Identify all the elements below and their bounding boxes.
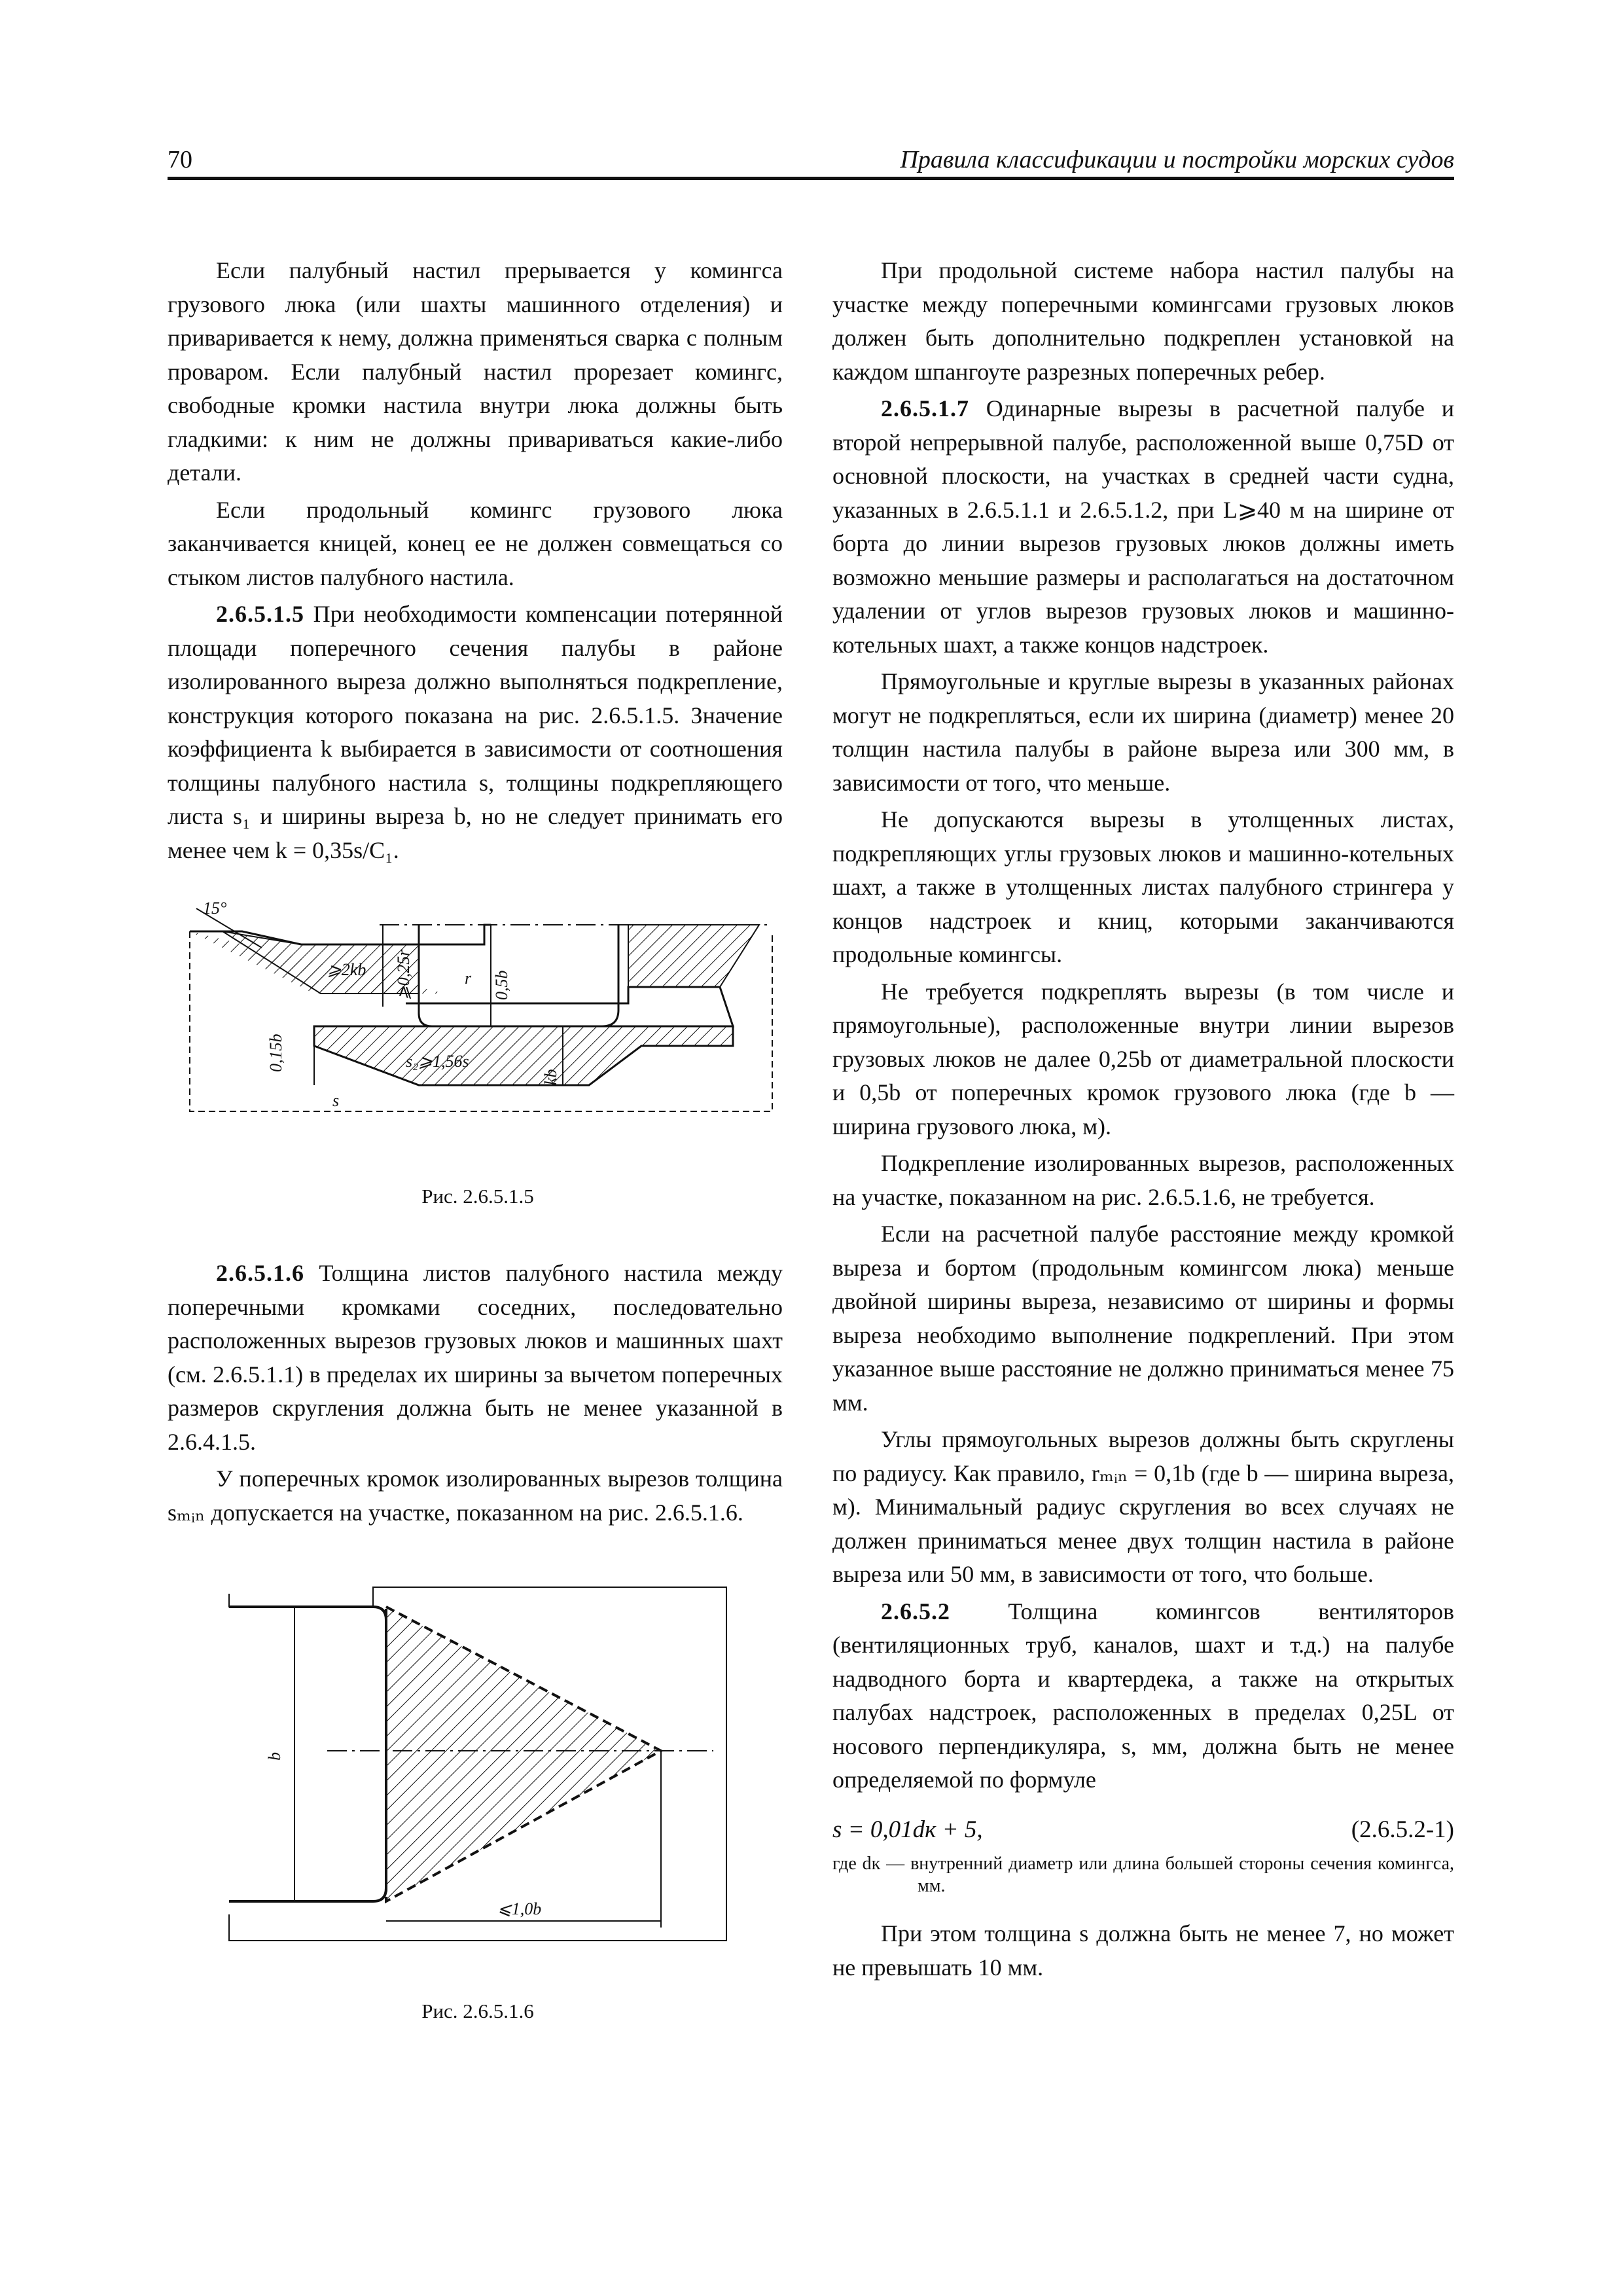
dim-label: kb	[541, 1069, 560, 1085]
right-column	[832, 254, 1454, 1988]
dim-label: ⩾2kb	[327, 960, 366, 979]
figure-2-6-5-1-6	[216, 1581, 759, 1960]
paragraph-2-6-5-2	[832, 1595, 1454, 1797]
paragraph: Подкрепление изолированных вырезов, расположенных на участке, показанном на рис. 2.6.5.1.6, не требуется.	[832, 1150, 1454, 1210]
clause-text: Толщина листов палубного настила между поперечными кромками соседних, последовательно расположенных вырезов грузовых люков и машинных шахт (см. 2.6.5.1.1) в пределах их ширины за вычетом поперечных размеров скругления должна быть не менее указанной в 2.6.4.1.5.	[168, 1260, 783, 1455]
header-rule	[168, 177, 1454, 180]
clause-number: 2.6.5.1.6	[216, 1260, 304, 1286]
cutout-edge	[229, 1607, 386, 1901]
paragraph-2-6-5-1-5	[168, 598, 783, 867]
paragraph: Прямоугольные и круглые вырезы в указанных районах могут не подкрепляться, если их ширина (диаметр) менее 20 толщин настила палубы в районе выреза или 300 мм, в зависимости от того, что меньше.	[832, 668, 1454, 796]
formula-note: где dк — внутренний диаметр или длина большей стороны сечения комингса, мм.	[832, 1854, 1454, 1896]
paragraph: У поперечных кромок изолированных вырезов толщина sₘᵢₙ допускается на участке, показанном на рис. 2.6.5.1.6.	[168, 1465, 783, 1526]
clause-number: 2.6.5.1.5	[216, 601, 304, 627]
clause-text: При необходимости компенсации потерянной площади поперечного сечения палубы в районе изолированного выреза должно выполняться подкрепление, конструкция которого показана на рис. 2.6.5.1.5. Значение коэффициента k выбирается в зависимости от соотношения толщины палубного настила s, толщины подкрепляющего листа s₁ и ширины выреза b, но не следует принимать его менее чем k = 0,35s/C₁.	[168, 601, 783, 863]
clause-number: 2.6.5.2	[881, 1598, 950, 1624]
page-number: 70	[168, 146, 192, 173]
paragraph: Не допускаются вырезы в утолщенных листах, подкрепляющих углы грузовых люков и машинно-котельных шахт, а также в утолщенных листах палубного стрингера у концов надстроек и книц, которыми заканчиваются продольные комингсы.	[832, 806, 1454, 967]
dim-label: r	[465, 969, 472, 988]
clause-text: Одинарные вырезы в расчетной палубе и второй непрерывной палубе, расположенной выше 0,75D от основной плоскости, на участках в средней части судна, указанных в 2.6.5.1.1 и 2.6.5.1.2, при L⩾40 м на ширине от борта до линии вырезов грузовых люков должны иметь возможно меньшие размеры и располагаться на достаточном удалении от углов вырезов грузовых люков и машинно-котельных шахт, а также концов надстроек.	[832, 395, 1454, 658]
formula-number: (2.6.5.2-1)	[1351, 1816, 1454, 1843]
dim-label: ⩽1,0b	[497, 1899, 542, 1918]
dim-label: s	[332, 1091, 340, 1110]
figure-2-6-5-1-5	[183, 895, 785, 1144]
running-title: Правила классификации и постройки морских судов	[900, 146, 1454, 173]
paragraph-2-6-5-1-7	[832, 392, 1454, 662]
page-header	[168, 145, 1454, 179]
formula	[832, 1813, 1454, 1847]
figure-caption: Рис. 2.6.5.1.5	[421, 1185, 534, 1208]
figure-caption: Рис. 2.6.5.1.6	[421, 2000, 534, 2022]
paragraph: Если на расчетной палубе расстояние между кромкой выреза и бортом (продольным комингсом люка) меньше двойной ширины выреза, независимо от ширины и формы выреза необходимо выполнение подкреплений. При этом указанное выше расстояние не должно приниматься менее 75 мм.	[832, 1221, 1454, 1416]
dim-label: 0,15b	[266, 1033, 285, 1072]
allowed-area	[386, 1607, 661, 1901]
paragraph: При продольной системе набора настил палубы на участке между поперечными комингсами грузовых люков должен быть дополнительно подкреплен установкой на каждом шпангоуте разрезных поперечных ребер.	[832, 257, 1454, 385]
paragraph: При этом толщина s должна быть не менее 7, но может не превышать 10 мм.	[832, 1920, 1454, 1981]
formula-expression: s = 0,01dк + 5,	[832, 1816, 983, 1843]
paragraph: Углы прямоугольных вырезов должны быть скруглены по радиусу. Как правило, rₘᵢₙ = 0,1b (где b — ширина выреза, м). Минимальный радиус скругления во всех случаях не должен приниматься менее двух толщин настила в районе выреза или 50 мм, в зависимости от того, что больше.	[832, 1426, 1454, 1587]
dim-label: b	[265, 1752, 284, 1761]
clause-text: Толщина комингсов вентиляторов (вентиляционных труб, каналов, шахт и т.д.) на палубе надводного борта и квартердека, а также на открытых палубах надстроек, расположенных в пределах 0,25L от носового перпендикуляра, s, мм, должна быть не менее определяемой по формуле	[832, 1598, 1454, 1793]
left-column	[168, 254, 783, 870]
reinforcing-plate	[314, 1026, 733, 1085]
dim-label: ⩾0,25r	[394, 949, 413, 1000]
paragraph: Если палубный настил прерывается у комингса грузового люка (или шахты машинного отделения) и приваривается к нему, должна применяться сварка с полным проваром. Если палубный настил прорезает комингс, свободные кромки настила внутри люка должны быть гладкими: к ним не должны привариваться какие-либо детали.	[168, 257, 783, 486]
paragraph: Не требуется подкреплять вырезы (в том числе и прямоугольные), расположенные внутри линии вырезов грузовых люков не далее 0,25b от диаметральной плоскости и 0,5b от поперечных кромок грузового люка (где b — ширина грузового люка, м).	[832, 978, 1454, 1139]
paragraph: Если продольный комингс грузового люка заканчивается кницей, конец ее не должен совмещаться со стыком листов палубного настила.	[168, 496, 783, 590]
clause-number: 2.6.5.1.7	[881, 395, 969, 422]
paragraph-2-6-5-1-6	[168, 1257, 783, 1459]
left-column-lower	[168, 1257, 783, 1533]
angle-label: 15°	[203, 899, 227, 918]
dim-label: s₂⩾1,56s	[406, 1052, 469, 1071]
dim-label: 0,5b	[492, 970, 511, 1000]
